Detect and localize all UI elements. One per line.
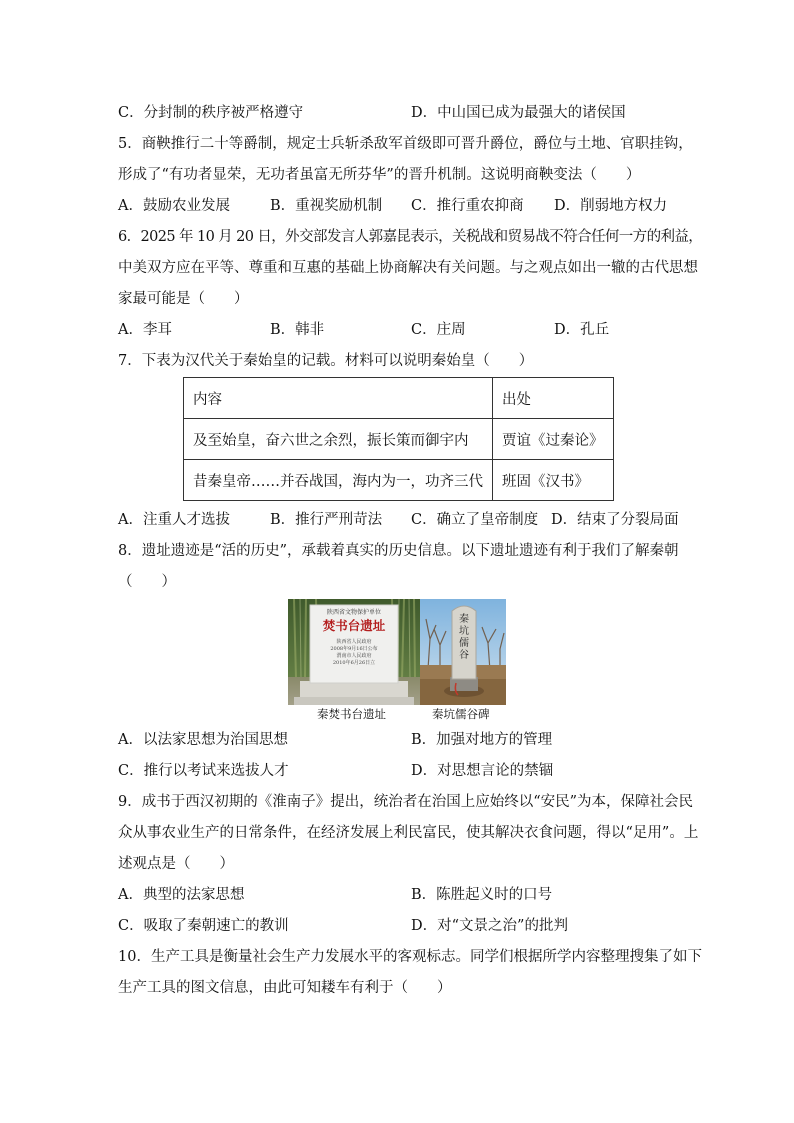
sign-small-text: 2010年6月26日立 bbox=[332, 660, 376, 666]
photo-caption-left: 秦焚书台遗址 bbox=[317, 707, 386, 721]
q8-stem-line2: （ ） bbox=[118, 574, 176, 590]
table-header-cell: 内容 bbox=[184, 378, 493, 419]
table-header-row bbox=[184, 378, 614, 419]
q5-stem-line2: 形成了“有功者显荣，无功者虽富无所芬华”的晋升机制。这说明商鞅变法（ ） bbox=[118, 167, 641, 183]
q7-option-c: C．确立了皇帝制度 bbox=[411, 512, 539, 528]
fenshutai-photo bbox=[288, 599, 420, 705]
q5-option-c: C．推行重农抑商 bbox=[411, 198, 524, 214]
q10-stem-line1: 10．生产工具是衡量社会生产力发展水平的客观标志。同学们根据所学内容整理搜集了如下 bbox=[118, 949, 702, 965]
q9-option-c: C．吸取了秦朝速亡的教训 bbox=[118, 918, 289, 934]
q8-option-a: A．以法家思想为治国思想 bbox=[118, 732, 288, 748]
q8-stem-line1: 8．遗址遗迹是“活的历史”，承载着真实的历史信息。以下遗址遗迹有利于我们了解秦朝 bbox=[118, 543, 679, 559]
q4-option-d: D．中山国已成为最强大的诸侯国 bbox=[411, 105, 626, 121]
q9-stem-line2: 众从事农业生产的日常条件，在经济发展上利民富民，使其解决衣食问题，得以“足用”。上 bbox=[118, 825, 699, 841]
q6-stem-line2: 中美双方应在平等、尊重和互惠的基础上协商解决有关问题。与之观点如出一辙的古代思想 bbox=[118, 260, 698, 276]
q9-stem-line1: 9．成书于西汉初期的《淮南子》提出，统治者在治国上应始终以“安民”为本，保障社会民 bbox=[118, 794, 694, 810]
q8-option-d: D．对思想言论的禁锢 bbox=[411, 763, 554, 779]
q8-photos bbox=[288, 599, 506, 705]
q7-option-d: D．结束了分裂局面 bbox=[551, 512, 679, 528]
q7-table bbox=[183, 377, 614, 501]
sign-small-text: 陕西省人民政府 bbox=[336, 639, 372, 645]
q10-stem-line2: 生产工具的图文信息，由此可知耧车有利于（ ） bbox=[118, 980, 452, 996]
q5-option-d: D．削弱地方权力 bbox=[554, 198, 668, 214]
table-row bbox=[184, 419, 614, 460]
q8-option-c: C．推行以考试来选拔人才 bbox=[118, 763, 289, 779]
sign-small-text: 渭南市人民政府 bbox=[336, 653, 372, 659]
photo-caption-right: 秦坑儒谷碑 bbox=[432, 707, 490, 721]
q5-stem-line1: 5．商鞅推行二十等爵制，规定士兵斩杀敌军首级即可晋升爵位，爵位与土地、官职挂钩， bbox=[118, 136, 693, 152]
q7-stem: 7．下表为汉代关于秦始皇的记载。材料可以说明秦始皇（ ） bbox=[118, 353, 534, 369]
sign-header: 陕西省文物保护单位 bbox=[326, 609, 381, 616]
q9-option-a: A．典型的法家思想 bbox=[118, 887, 245, 903]
table-row bbox=[184, 460, 614, 501]
q6-option-a: A．李耳 bbox=[118, 322, 172, 338]
q5-option-b: B．重视奖励机制 bbox=[270, 198, 383, 214]
table-cell: 及至始皇，奋六世之余烈，振长策而御宇内 bbox=[184, 419, 493, 460]
q6-stem-line1: 6．2025 年 10 月 20 日，外交部发言人郭嘉昆表示，关税战和贸易战不符合任何一方的利益， bbox=[118, 229, 703, 245]
q6-option-b: B．韩非 bbox=[270, 322, 325, 338]
sign-title: 焚书台遗址 bbox=[322, 618, 386, 633]
q9-option-b: B．陈胜起义时的口号 bbox=[411, 887, 553, 903]
q7-option-b: B．推行严刑苛法 bbox=[270, 512, 383, 528]
sign-small-text: 2008年9月16日公布 bbox=[330, 646, 378, 652]
q8-option-b: B．加强对地方的管理 bbox=[411, 732, 553, 748]
kengrugu-photo bbox=[420, 599, 506, 705]
q9-option-d: D．对“文景之治”的批判 bbox=[411, 918, 568, 934]
q9-stem-line3: 述观点是（ ） bbox=[118, 856, 234, 872]
q6-option-c: C．庄周 bbox=[411, 322, 466, 338]
q4-option-c: C．分封制的秩序被严格遵守 bbox=[118, 105, 304, 121]
table-cell: 贾谊《过秦论》 bbox=[493, 419, 614, 460]
stele-text: 秦坑儒谷 bbox=[459, 614, 469, 661]
table-cell: 班固《汉书》 bbox=[493, 460, 614, 501]
q6-stem-line3: 家最可能是（ ） bbox=[118, 291, 249, 307]
table-cell: 昔秦皇帝……并吞战国，海内为一，功齐三代 bbox=[184, 460, 493, 501]
q7-option-a: A．注重人才选拔 bbox=[118, 512, 230, 528]
q5-option-a: A．鼓励农业发展 bbox=[118, 198, 230, 214]
table-header-cell: 出处 bbox=[493, 378, 614, 419]
q6-option-d: D．孔丘 bbox=[554, 322, 610, 338]
